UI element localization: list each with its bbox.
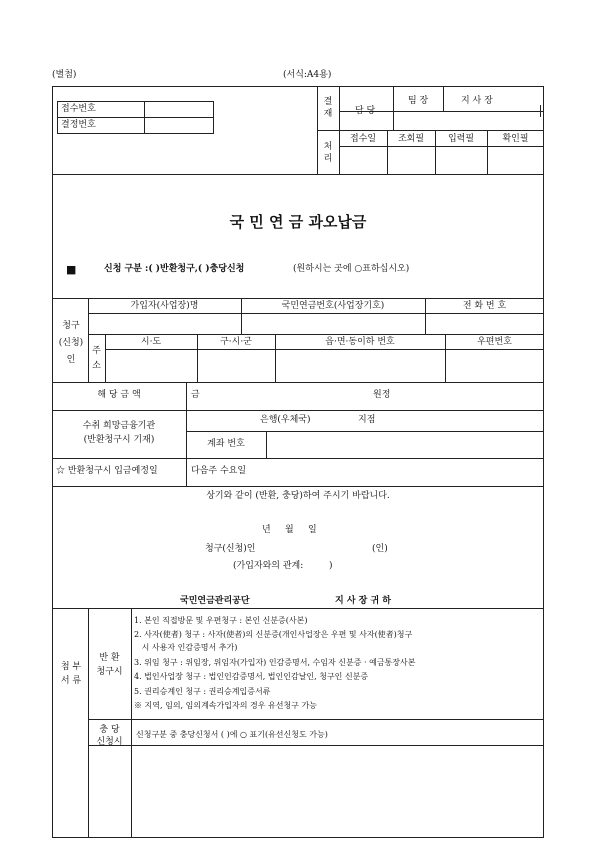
address-label: 주 소: [92, 346, 101, 371]
column-street: 읍·면·동이하 번호: [325, 337, 395, 347]
refund-claim-label: 반 환 청구시: [96, 653, 123, 677]
postal-code-field[interactable]: [447, 351, 542, 380]
processing-label: 처 리: [323, 142, 333, 164]
province-field[interactable]: [107, 351, 195, 380]
pension-number-field[interactable]: [243, 315, 423, 332]
request-date[interactable]: 년 월 일: [262, 525, 317, 535]
receipt-number-label: 접수번호: [61, 104, 96, 114]
annex-label: (별첨): [52, 70, 77, 80]
approver-staff: 담 당: [355, 106, 376, 116]
street-field[interactable]: [277, 351, 443, 380]
account-number-field[interactable]: [268, 433, 542, 456]
column-subscriber-name: 가입자(사업장)명: [130, 301, 199, 311]
column-district: 구·시·군: [220, 337, 252, 347]
refund-item-2-cont: 시 사용자 인감증명서 추가): [134, 643, 238, 652]
attachments-label: 첨 부 서 류: [60, 662, 82, 686]
refund-item-2: 2. 사자(使者) 청구 : 사자(使者)의 신분증(개인사업장은 우편 및 사자(使者)청구: [134, 630, 413, 639]
form-title: 국 민 연 금 과오납금: [229, 213, 367, 231]
district-field[interactable]: [199, 351, 273, 380]
application-type-note: (원하시는 곳에 ○표하십시오): [293, 264, 410, 274]
subscriber-name-field[interactable]: [90, 315, 239, 332]
claimant-label: 청구 (신청) 인: [58, 321, 84, 365]
amount-field[interactable]: [205, 385, 365, 403]
claimant-signature-field[interactable]: [268, 541, 363, 555]
claimant-signature-label: 청구(신청)인: [205, 544, 256, 554]
column-province: 시·도: [140, 337, 162, 347]
recipient-organization: 국민연금관리공단: [180, 596, 250, 606]
request-statement: 상기와 같이 (반환, 충당)하여 주시기 바랍니다.: [206, 491, 390, 501]
recipient-title: 지 사 장 귀 하: [335, 596, 392, 606]
processor-inquired: 조회필: [397, 134, 425, 144]
refund-item-4: 4. 법인사업장 청구 : 법인인감증명서, 법인인감날인, 청구인 신분증: [134, 672, 369, 681]
relation-line[interactable]: (가입자와의 관계: ): [233, 561, 333, 571]
column-postal-code: 우편번호: [477, 337, 512, 347]
bank-branch-text[interactable]: 지점: [358, 415, 376, 425]
format-label: (서식:A4용): [283, 70, 332, 80]
deposit-date-label: ☆ 반환청구시 입금예정일: [56, 466, 158, 476]
column-phone: 전 화 번 호: [462, 301, 507, 311]
approver-branch-head: 지 사 장: [461, 96, 493, 106]
processor-received: 접수일: [349, 134, 377, 144]
decision-number-field[interactable]: [146, 118, 212, 132]
offset-application-text: 신청구분 중 충당신청서 ( )에 ○ 표기(유선신청도 가능): [136, 730, 328, 739]
refund-item-5: 5. 권리승계인 청구 : 권리승계입증서류: [134, 687, 271, 696]
column-pension-number: 국민연금번호(사업장기호): [281, 301, 385, 311]
refund-item-3: 3. 위임 청구 : 위임장, 위임자(가입자) 인감증명서, 수임자 신분증 · 예금통장사본: [134, 658, 416, 667]
receipt-number-field[interactable]: [146, 102, 212, 116]
bank-name-text[interactable]: 은행(우체국): [260, 415, 311, 425]
deposit-date-value: 다음주 수요일: [191, 466, 247, 476]
amount-suffix: 원정: [373, 390, 391, 400]
phone-field[interactable]: [427, 315, 542, 332]
refund-item-1: 1. 본인 직접방문 및 우편청구 : 본인 신분증(사본): [134, 616, 308, 625]
bullet-icon: ■: [66, 263, 77, 276]
seal-mark: (인): [372, 544, 388, 554]
decision-number-label: 결정번호: [61, 120, 96, 130]
processor-confirmed: 확인필: [502, 134, 529, 144]
amount-prefix: 금: [191, 390, 200, 400]
application-type[interactable]: 신청 구분 :( )반환청구,( )충당신청: [104, 264, 245, 274]
approver-team-leader: 팀 장: [408, 96, 429, 106]
offset-application-label: 충 당 신청시: [96, 725, 123, 747]
refund-note: ※ 지역, 임의, 임의계속가입자의 경우 유선청구 가능: [134, 701, 317, 710]
processor-entered: 입력필: [447, 134, 475, 144]
account-number-label: 계좌 번호: [207, 439, 245, 449]
bank-label-note: (반환청구시 기재): [83, 435, 155, 445]
amount-label: 해 당 금 액: [97, 390, 141, 400]
approval-label: 결 재: [323, 97, 333, 119]
bank-label: 수취 희망금융기관: [82, 421, 156, 431]
